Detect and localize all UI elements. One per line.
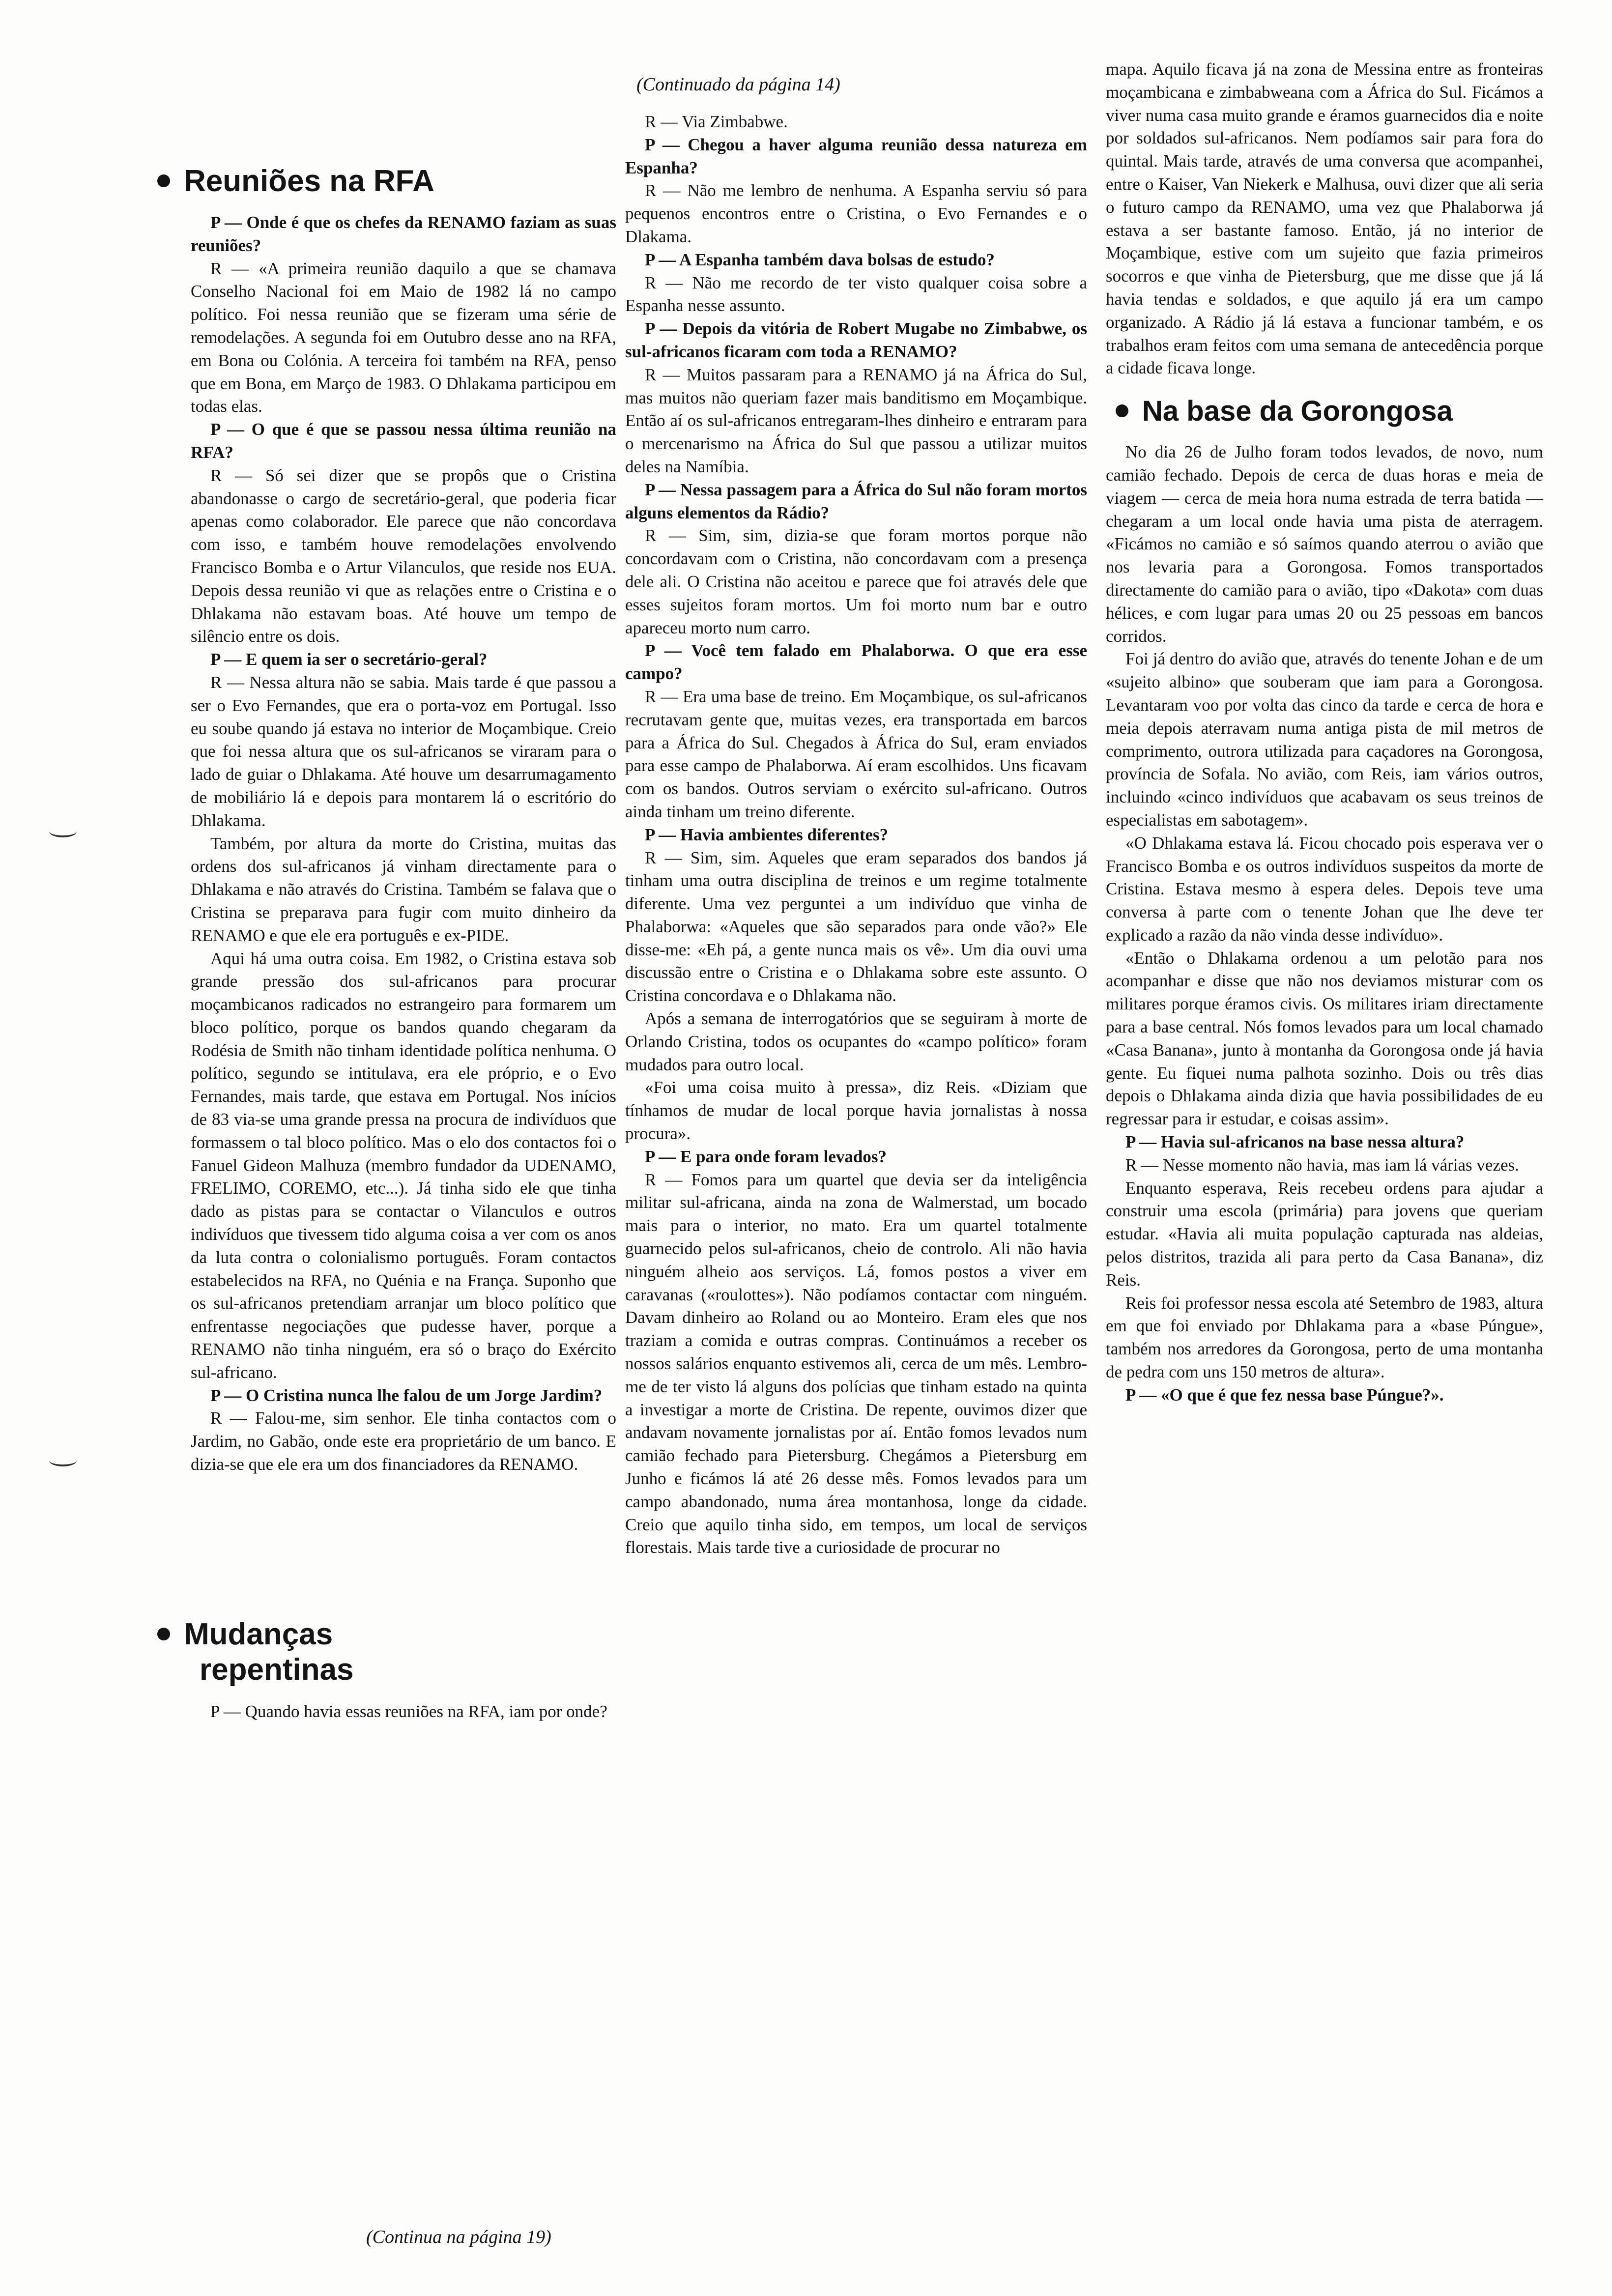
- bullet-icon: [157, 174, 170, 187]
- interview-question: P — Chegou a haver alguma reunião dessa natureza em Espanha?: [625, 135, 1087, 177]
- interview-question: P — A Espanha também dava bolsas de estudo?: [645, 250, 995, 269]
- paragraph: Enquanto esperava, Reis recebeu ordens para ajudar a construir uma escola (primária) para jovens que queriam estudar. «Havia ali muita população capturada nas aldeias, pelos distritos, trazida ali para perto da Casa Banana», diz Reis.: [1106, 1178, 1543, 1290]
- heading-text: Na base da Gorongosa: [1142, 395, 1453, 428]
- paragraph: «O Dhlakama estava lá. Ficou chocado pois esperava ver o Francisco Bomba e os outros indivíduos suspeitos da morte de Cristina. Estava mesmo à espera deles. Depois teve uma conversa à parte com o tenente Johan que lhe deve ter explicado a razão da não vinda desse indivíduo».: [1106, 833, 1543, 945]
- interview-question: P — E quem ia ser o secretário-geral?: [210, 650, 488, 669]
- paragraph: R — Não me recordo de ter visto qualquer coisa sobre a Espanha nesse assunto.: [625, 273, 1087, 316]
- interview-question: P — Havia sul-africanos na base nessa altura?: [1125, 1132, 1465, 1152]
- paragraph: Foi já dentro do avião que, através do tenente Johan e de um «sujeito albino» que souberam que iam para a Gorongosa. Levantaram voo por volta das cinco da tarde e cerca de hora e meia depois aterravam numa antiga pista de mil metros de comprimento, outrora utilizada para caçadores na Gorongosa, província de Sofala. No avião, com Reis, iam vários outros, incluindo «cinco indivíduos que acabavam os seus treinos de especialistas em sabotagem».: [1106, 649, 1543, 830]
- column-3-bottom-text: [1106, 441, 1543, 1406]
- paragraph: «Então o Dhlakama ordenou a um pelotão para nos acompanhar e disse que não nos deviamos misturar com os militares porque éramos civis. Os militares iriam directamente para a base central. Nós fomos levados para um local chamado «Casa Banana», junto à montanha da Gorongosa onde já havia gente. Eu fiquei numa palhota sozinho. Dois ou três dias depois o Dhlakama ainda dizia que havia possibilidades de eu regressar para ir estudar, e coisas assim».: [1106, 948, 1543, 1129]
- paragraph: R — Não me lembro de nenhuma. A Espanha serviu só para pequenos encontros entre o Cristina, o Evo Fernandes e o Dlakama.: [625, 181, 1087, 246]
- heading-text: Reuniões na RFA: [184, 164, 434, 198]
- paragraph: R — Via Zimbabwe.: [645, 112, 788, 131]
- paragraph: mapa. Aquilo ficava já na zona de Messina entre as fronteiras moçambicana e zimbabweana com a África do Sul. Ficámos a viver numa casa muito grande e éramos guarnecidos dia e noite por soldados sul-africanos. Nem podíamos sair para fora do quintal. Mais tarde, através de uma conversa que acompanhei, entre o Kaiser, Van Niekerk e Malhusa, ouvi dizer que ali seria o futuro campo da RENAMO, uma vez que Phalaborwa já estava a ser bastante famoso. Então, já no interior de Moçambique, estive com um sujeito que fazia primeiros socorros e que vinha de Pietersburg, que me disse que já lá havia tendas e soldados, e que aquilo já era um campo organizado. A Rádio já lá estava a funcionar também, e os trabalhos eram feitos com uma semana de antecedência porque a cidade ficava longe.: [1106, 59, 1543, 378]
- bullet-icon: [157, 1628, 170, 1640]
- paragraph: R — «A primeira reunião daquilo a que se chamava Conselho Nacional foi em Maio de 1982 lá no campo político. Foi nessa reunião que se fizeram uma série de remodelações. A segunda foi em Outubro desse ano na RFA, em Bona ou Colónia. A terceira foi também na RFA, penso que em Bona, em Março de 1983. O Dhlakama participou em todas elas.: [191, 258, 616, 416]
- paragraph: R — Sim, sim. Aqueles que eram separados dos bandos já tinham uma outra disciplina de treinos e um regime totalmente diferente. Uma vez perguntei a um indivíduo que vinha de Phalaborwa: «Aqueles que são separados para onde vão?» Ele disse-me: «Eh pá, a gente nunca mais os vê». Um dia ouvi uma discussão entre o Cristina e o Dhlakama sobre este assunto. O Cristina concordava e o Dhlakama não.: [625, 848, 1087, 1005]
- paragraph: R — Falou-me, sim senhor. Ele tinha contactos com o Jardim, no Gabão, onde este era proprietário de um banco. E dizia-se que ele era um dos financiadores da RENAMO.: [191, 1408, 616, 1474]
- interview-question: P — «O que é que fez nessa base Púngue?».: [1125, 1385, 1444, 1405]
- column-1: [191, 211, 616, 1476]
- interview-question: P — O Cristina nunca lhe falou de um Jorge Jardim?: [210, 1385, 603, 1405]
- paragraph: Também, por altura da morte do Cristina, muitas das ordens dos sul-africanos já vinham directamente para o Dhlakama e não através do Cristina. Também se falava que o Cristina se preparava para fugir com muito dinheiro da RENAMO e que ele era português e ex-PIDE.: [191, 833, 616, 945]
- bullet-icon: [1116, 404, 1128, 417]
- paragraph: R — Nessa altura não se sabia. Mais tarde é que passou a ser o Evo Fernandes, que era o porta-voz em Portugal. Isso eu soube quando já estava no interior de Moçambique. Creio que foi nessa altura que os sul-africanos se viraram para o lado de guiar o Dhlakama. Até houve um desarrumagamento de mobiliário lá e depois para montarem lá o escritório do Dhlakama.: [191, 672, 616, 830]
- margin-mark: [49, 1455, 77, 1466]
- interview-question: P — Havia ambientes diferentes?: [645, 825, 889, 844]
- interview-question: P — Depois da vitória de Robert Mugabe no Zimbabwe, os sul-africanos ficaram com toda a RENAMO?: [625, 319, 1087, 361]
- interview-question: P — Você tem falado em Phalaborwa. O que era esse campo?: [625, 641, 1087, 684]
- continued-from-note: (Continuado da página 14): [636, 74, 840, 95]
- column-3: [1106, 58, 1543, 1407]
- interview-question: P — Onde é que os chefes da RENAMO faziam as suas reuniões?: [191, 213, 616, 255]
- mudancas-question: [191, 1700, 616, 1723]
- margin-mark: [49, 826, 77, 837]
- interview-question: P — E para onde foram levados?: [645, 1147, 887, 1166]
- paragraph: R — Só sei dizer que se propôs que o Cristina abandonasse o cargo de secretário-geral, que poderia ficar apenas como colaborador. Ele parece que não concordava com isso, e também houve remodelações envolvendo Francisco Bomba e o Artur Vilanculos, que reside nos EUA. Depois dessa reunião vi que as relações entre o Cristina e o Dhlakama não estavam boas. Até houve um tempo de silêncio entre os dois.: [191, 465, 616, 646]
- paragraph: R — Fomos para um quartel que devia ser da inteligência militar sul-africana, ainda na zona de Walmerstad, um bocado mais para o interior, no mato. Era um quartel totalmente guarnecido pelos sul-africanos, cheio de controlo. Ali não havia ninguém alheio aos serviços. Lá, fomos postos a viver em caravanas («roulottes»). Não podíamos contactar com ninguém. Davam dinheiro ao Roland ou ao Monteiro. Eram eles que nos traziam a comida e outras compras. Continuámos a receber os nossos salários enquanto estivemos ali, cerca de um mês. Lembro-me de ter visto lá alguns dos polícias que tinham estado na quinta a investigar a morte de Cristina. De repente, ouvimos dizer que andavam novamente jornalistas por aí. Então fomos levados num camião fechado para Pietersburg. Chegámos a Pietersburg em Junho e ficámos lá até 26 desse mês. Fomos levados para um campo abandonado, numa área montanhosa, longe da cidade. Creio que aquilo tinha sido, em tempos, um local de serviços florestais. Mais tarde tive a curiosidade de procurar no: [625, 1170, 1087, 1557]
- heading-text-line1: Mudanças: [184, 1617, 333, 1651]
- paragraph: Aqui há uma outra coisa. Em 1982, o Cristina estava sob grande pressão dos sul-africanos para procurar moçambicanos radicados no estrangeiro para formarem um bloco político, porque os bandos quando chegaram da Rodésia de Smith não tinham identidade política nenhuma. O político, segundo se intitulava, era ele próprio, e o Evo Fernandes, mais tarde, que estava em Portugal. Nos inícios de 83 via-se uma grande pressa na procura de indivíduos que formassem o tal bloco político. Mas o elo dos contactos foi o Fanuel Gideon Malhuza (membro fundador da UDENAMO, FRELIMO, COREMO, etc...). Já tinha sido ele que tinha dado as pistas para se contactar o Vilanculos e outros indivíduos que tivessem tido alguma coisa a ver com os anos da luta contra o colonialismo português. Foram contactos estabelecidos na RFA, no Quénia e na França. Suponho que os sul-africanos pretendiam arranjar um bloco político que enfrentasse negociações que pudesse haver, porque a RENAMO não tinha ninguém, era só o braço do Exército sul-africano.: [191, 948, 616, 1382]
- continued-on-note: (Continua na página 19): [366, 2227, 551, 2247]
- section-heading-gorongosa: [1116, 394, 1553, 429]
- section-heading-mudancas: [157, 1617, 354, 1688]
- interview-question: P — Nessa passagem para a África do Sul não foram mortos alguns elementos da Rádio?: [625, 480, 1087, 522]
- paragraph: R — Nesse momento não havia, mas iam lá várias vezes.: [1125, 1155, 1519, 1175]
- paragraph: R — Era uma base de treino. Em Moçambique, os sul-africanos recrutavam gente que, muitas vezes, era transportada em barcos para a África do Sul. Chegados à África do Sul, eram enviados para esse campo de Phalaborwa. Aí eram escolhidos. Uns ficavam com os bandos. Outros serviam o exército sul-africano. Outros ainda tinham um treino diferente.: [625, 687, 1087, 821]
- section-heading-reunioes: [157, 164, 434, 199]
- paragraph: «Foi uma coisa muito à pressa», diz Reis. «Diziam que tínhamos de mudar de local porque havia jornalistas à nossa procura».: [625, 1078, 1087, 1144]
- paragraph: P — Quando havia essas reuniões na RFA, iam por onde?: [210, 1702, 607, 1721]
- paragraph: R — Muitos passaram para a RENAMO já na África do Sul, mas muitos não queriam fazer mais banditismo em Moçambique. Então aí os sul-africanos entregaram-lhes dinheiro e entraram para o mercenarismo na África do Sul que passou a utilizar muitos deles na Namíbia.: [625, 365, 1087, 476]
- paragraph: Após a semana de interrogatórios que se seguiram à morte de Orlando Cristina, todos os ocupantes do «campo político» foram mudados para outro local.: [625, 1009, 1087, 1074]
- paragraph: R — Sim, sim, dizia-se que foram mortos porque não concordavam com o Cristina, não concordavam com a presença dele ali. O Cristina não aceitou e parece que foi através dele que esses sujeitos foram mortos. Um foi morto num bar e outro apareceu morto num carro.: [625, 526, 1087, 637]
- column-3-top-text: [1106, 58, 1543, 380]
- interview-question: P — O que é que se passou nessa última reunião na RFA?: [191, 420, 616, 462]
- paragraph: Reis foi professor nessa escola até Setembro de 1983, altura em que foi enviado por Dhlakama para a «base Púngue», também nos arredores da Gorongosa, perto de uma montanha de pedra com uns 150 metros de altura».: [1106, 1293, 1543, 1382]
- heading-text-line2: repentinas: [200, 1653, 354, 1687]
- paragraph: No dia 26 de Julho foram todos levados, de novo, num camião fechado. Depois de cerca de duas horas e meia de viagem — cerca de meia hora numa estrada de terra batida — chegaram a um local onde havia uma pista de aterragem. «Ficámos no camião e só saímos quando aterrou o avião que nos levaria para a Gorongosa. Fomos transportados directamente do camião para o avião, tipo «Dakota» com duas hélices, e com lugar para umas 20 ou 25 pessoas em bancos corridos.: [1106, 442, 1543, 646]
- column-2: [625, 111, 1087, 1559]
